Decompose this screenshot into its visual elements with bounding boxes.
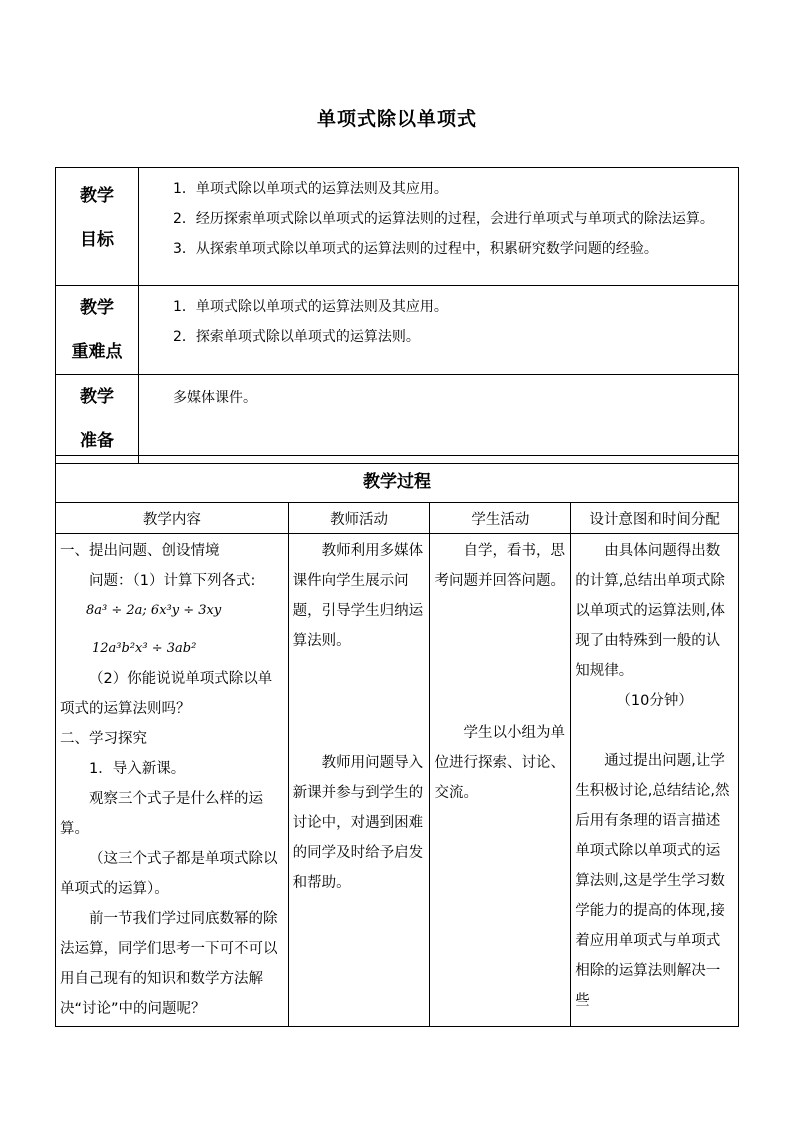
preparation-content [139,375,739,464]
section-heading: 一、提出问题、创设情境 [60,543,220,559]
process-header: 教学过程 [56,456,739,503]
column-header: 设计意图和时间分配 [571,503,739,534]
process-body-row [56,534,739,1027]
student-activity: 自学，看书，思考问题并回答问题。 [434,543,565,589]
objectives-label: 教学 目标 [56,168,139,286]
design-cell [571,534,739,1027]
column-header: 教学内容 [56,503,289,534]
design-intent: 由具体问题得出数的计算,总结出单项式除以单项式的运算法则,体现了由特殊到一般的认知规律。 [575,543,725,679]
step-text: （这三个式子都是单项式除以单项式的运算）。 [60,851,278,897]
objective-item: 2．经历探索单项式除以单项式的运算法则的过程，会进行单项式与单项式的除法运算。 [173,211,714,227]
teacher-cell [288,534,430,1027]
preparation-row [56,375,739,464]
key-points-content [139,286,739,375]
design-intent: 通过提出问题,让学生积极讨论,总结结论,然后用有条理的语言描述单项式除以单项式的运算法则,这是学生学习数学能力的提高的体现,接着应用单项式与单项式相除的运算法则解决一些 [575,753,730,1009]
step-text: 前一节我们学过同底数幂的除法运算，同学们思考一下可不可以用自己现有的知识和数学方法解决“讨论”中的问题呢？ [60,911,278,1017]
process-header-row [56,456,739,503]
step-text: 1．导入新课。 [89,761,186,777]
step-text: 观察三个式子是什么样的运算。 [60,791,263,837]
key-points-label: 教学 重难点 [56,286,139,375]
lesson-info-table [55,167,739,464]
time-allocation: （10分钟） [616,693,693,709]
process-table [55,455,739,1027]
process-columns-row [56,503,739,534]
objective-item: 3．从探索单项式除以单项式的运算法则的过程中，积累研究数学问题的经验。 [173,241,658,257]
teacher-activity: 教师用问题导入新课并参与到学生的讨论中，对遇到困难的同学及时给予启发和帮助。 [292,755,424,891]
column-header: 教师活动 [288,503,430,534]
math-expression: 8a³ ÷ 2a; 6x³y ÷ 3xy [86,603,222,618]
math-expression: 12a³b²x³ ÷ 3ab² [92,641,197,656]
objective-item: 1．单项式除以单项式的运算法则及其应用。 [173,181,448,197]
question-text: 问题：（1）计算下列各式: [89,573,256,589]
objectives-content [139,168,739,286]
objectives-row [56,168,739,286]
preparation-label: 教学 准备 [56,375,139,464]
student-cell [430,534,571,1027]
student-activity: 学生以小组为单位进行探索、讨论、交流。 [434,725,565,801]
content-cell [56,534,289,1027]
section-heading: 二、学习探究 [60,731,147,747]
teacher-activity: 教师利用多媒体课件向学生展示问题，引导学生归纳运算法则。 [292,543,424,649]
key-point-item: 1．单项式除以单项式的运算法则及其应用。 [173,299,448,315]
key-point-item: 2．探索单项式除以单项式的运算法则。 [173,329,420,345]
column-header: 学生活动 [430,503,571,534]
page-title: 单项式除以单项式 [316,108,477,130]
key-points-row [56,286,739,375]
question-text: （2）你能说说单项式除以单项式的运算法则吗？ [60,671,273,717]
preparation-text: 多媒体课件。 [173,390,257,406]
